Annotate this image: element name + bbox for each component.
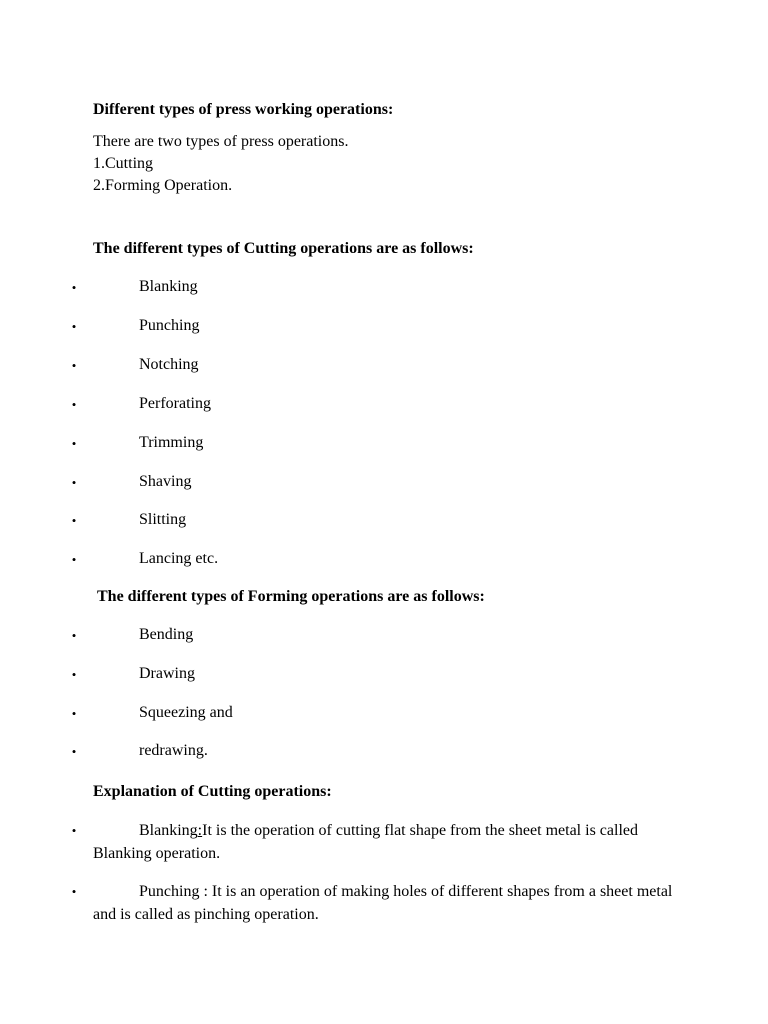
bullet-icon: • [71, 706, 77, 721]
explanation-paragraph-punching [93, 880, 673, 926]
bullet-icon: • [71, 319, 77, 334]
bullet-icon: • [71, 552, 77, 567]
bullet-icon: • [71, 667, 77, 682]
list-item: Trimming [139, 434, 204, 451]
list-item: Slitting [139, 511, 187, 528]
list-item: Squeezing and [139, 704, 233, 721]
bullet-icon: • [71, 884, 77, 899]
term-separator: : [197, 822, 203, 839]
heading-press-operations: Different types of press working operations: [93, 101, 394, 118]
paragraph-text: It is the operation of cutting flat shape from the sheet metal is called Blanking operation. [93, 822, 638, 862]
bullet-icon: • [71, 823, 77, 838]
explanation-paragraph-blanking [93, 819, 673, 865]
intro-line: 2.Forming Operation. [93, 177, 233, 194]
bullet-icon: • [71, 358, 77, 373]
heading-explanation: Explanation of Cutting operations: [93, 783, 332, 800]
list-item: Shaving [139, 473, 192, 490]
bullet-icon: • [71, 397, 77, 412]
term-punching: Punching [139, 883, 200, 900]
heading-forming-operations: The different types of Forming operations are as follows: [97, 588, 485, 605]
intro-line: There are two types of press operations. [93, 133, 349, 150]
list-item: Bending [139, 626, 194, 643]
bullet-icon: • [71, 280, 77, 295]
list-item: Lancing etc. [139, 550, 219, 567]
heading-cutting-operations: The different types of Cutting operations are as follows: [93, 240, 474, 257]
bullet-icon: • [71, 513, 77, 528]
list-item: Punching [139, 317, 200, 334]
bullet-icon: • [71, 744, 77, 759]
term-separator: : [199, 883, 212, 900]
paragraph-text: It is an operation of making holes of different shapes from a sheet metal and is called as pinching operation. [93, 883, 673, 923]
bullet-icon: • [71, 628, 77, 643]
list-item: redrawing. [139, 742, 208, 759]
list-item: Blanking [139, 278, 198, 295]
bullet-icon: • [71, 436, 77, 451]
list-item: Drawing [139, 665, 195, 682]
bullet-icon: • [71, 475, 77, 490]
intro-line: 1.Cutting [93, 155, 154, 172]
list-item: Notching [139, 356, 199, 373]
term-blanking: Blanking [139, 822, 198, 839]
list-item: Perforating [139, 395, 211, 412]
